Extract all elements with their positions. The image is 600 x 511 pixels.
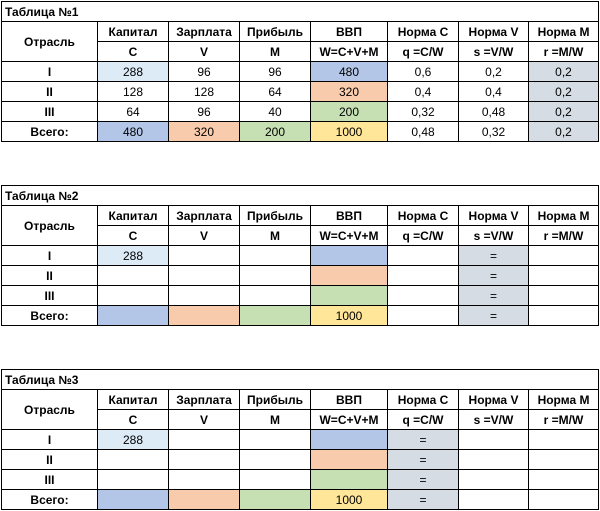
- cell-norma-m[interactable]: 0,2: [529, 122, 599, 142]
- subheader-w: W=C+V+M: [311, 410, 388, 430]
- subheader-m: M: [240, 226, 311, 246]
- table-row: [2, 470, 599, 490]
- cell-pribyl[interactable]: [240, 306, 311, 326]
- header-norma-v: Норма V: [459, 22, 529, 42]
- subheader-c: C: [98, 226, 169, 246]
- cell-norma-c[interactable]: [388, 286, 459, 306]
- cell-norma-m[interactable]: [529, 450, 599, 470]
- header-pribyl: Прибыль: [240, 206, 311, 226]
- cell-vvp[interactable]: [311, 266, 388, 286]
- header-otrasl: Отрасль: [2, 206, 98, 246]
- cell-norma-m[interactable]: [529, 286, 599, 306]
- subheader-v: V: [169, 42, 240, 62]
- cell-pribyl[interactable]: [240, 490, 311, 510]
- cell-pribyl[interactable]: [240, 430, 311, 450]
- cell-pribyl[interactable]: [240, 286, 311, 306]
- header-norma-c: Норма C: [388, 390, 459, 410]
- cell-norma-v[interactable]: =: [459, 306, 529, 326]
- cell-vvp[interactable]: [311, 246, 388, 266]
- subheader-s: s =V/W: [459, 410, 529, 430]
- cell-norma-m[interactable]: [529, 490, 599, 510]
- cell-kapital[interactable]: 288: [98, 430, 169, 450]
- table-1: [1, 1, 599, 142]
- subheader-r: r =M/W: [529, 226, 599, 246]
- cell-norma-c[interactable]: =: [388, 430, 459, 450]
- cell-kapital[interactable]: [98, 490, 169, 510]
- cell-norma-v[interactable]: [459, 450, 529, 470]
- table-total-row: [2, 490, 599, 510]
- cell-pribyl[interactable]: [240, 450, 311, 470]
- row-label: I: [2, 430, 98, 450]
- cell-norma-c[interactable]: =: [388, 490, 459, 510]
- cell-vvp[interactable]: 200: [311, 102, 388, 122]
- row-label: II: [2, 450, 98, 470]
- table-row: [2, 286, 599, 306]
- row-label-total: Всего:: [2, 306, 98, 326]
- row-label: III: [2, 102, 98, 122]
- subheader-m: M: [240, 410, 311, 430]
- table-row: [2, 62, 599, 82]
- cell-kapital[interactable]: 480: [98, 122, 169, 142]
- row-label: II: [2, 266, 98, 286]
- subheader-m: M: [240, 42, 311, 62]
- table-row: [2, 246, 599, 266]
- header-norma-m: Норма M: [529, 206, 599, 226]
- header-zarplata: Зарплата: [169, 22, 240, 42]
- cell-norma-c[interactable]: =: [388, 470, 459, 490]
- cell-norma-m[interactable]: [529, 306, 599, 326]
- cell-vvp[interactable]: [311, 450, 388, 470]
- row-label: III: [2, 470, 98, 490]
- cell-pribyl[interactable]: [240, 470, 311, 490]
- cell-vvp[interactable]: 1000: [311, 306, 388, 326]
- cell-norma-c[interactable]: 0,4: [388, 82, 459, 102]
- header-kapital: Капитал: [98, 22, 169, 42]
- table-total-row: [2, 306, 599, 326]
- row-label-total: Всего:: [2, 122, 98, 142]
- cell-kapital[interactable]: [98, 306, 169, 326]
- table-row: [2, 102, 599, 122]
- cell-norma-v[interactable]: [459, 490, 529, 510]
- subheader-c: C: [98, 42, 169, 62]
- cell-kapital[interactable]: 64: [98, 102, 169, 122]
- cell-norma-c[interactable]: 0,48: [388, 122, 459, 142]
- cell-norma-c[interactable]: =: [388, 450, 459, 470]
- header-norma-m: Норма M: [529, 22, 599, 42]
- row-label: I: [2, 62, 98, 82]
- cell-zarplata[interactable]: 320: [169, 122, 240, 142]
- table-title: Таблица №2: [2, 186, 599, 206]
- header-norma-m: Норма M: [529, 390, 599, 410]
- cell-vvp[interactable]: [311, 470, 388, 490]
- header-pribyl: Прибыль: [240, 22, 311, 42]
- cell-pribyl[interactable]: 200: [240, 122, 311, 142]
- cell-zarplata[interactable]: 128: [169, 82, 240, 102]
- row-label: II: [2, 82, 98, 102]
- cell-pribyl[interactable]: 40: [240, 102, 311, 122]
- cell-kapital[interactable]: 288: [98, 62, 169, 82]
- header-vvp: ВВП: [311, 22, 388, 42]
- cell-norma-c[interactable]: [388, 306, 459, 326]
- subheader-w: W=C+V+M: [311, 226, 388, 246]
- cell-zarplata[interactable]: [169, 306, 240, 326]
- cell-zarplata[interactable]: 96: [169, 102, 240, 122]
- cell-zarplata[interactable]: [169, 470, 240, 490]
- subheader-q: q =C/W: [388, 410, 459, 430]
- header-pribyl: Прибыль: [240, 390, 311, 410]
- cell-norma-c[interactable]: 0,32: [388, 102, 459, 122]
- cell-kapital[interactable]: [98, 470, 169, 490]
- cell-pribyl[interactable]: [240, 266, 311, 286]
- cell-zarplata[interactable]: [169, 246, 240, 266]
- table-2: [1, 185, 599, 326]
- header-vvp: ВВП: [311, 206, 388, 226]
- table-3: [1, 369, 599, 510]
- header-norma-v: Норма V: [459, 390, 529, 410]
- subheader-c: C: [98, 410, 169, 430]
- table-row: [2, 82, 599, 102]
- subheader-s: s =V/W: [459, 42, 529, 62]
- header-zarplata: Зарплата: [169, 206, 240, 226]
- subheader-r: r =M/W: [529, 410, 599, 430]
- row-label: I: [2, 246, 98, 266]
- header-norma-c: Норма C: [388, 22, 459, 42]
- cell-norma-c[interactable]: [388, 246, 459, 266]
- header-zarplata: Зарплата: [169, 390, 240, 410]
- cell-norma-m[interactable]: [529, 246, 599, 266]
- subheader-q: q =C/W: [388, 226, 459, 246]
- cell-norma-v[interactable]: =: [459, 266, 529, 286]
- cell-norma-v[interactable]: [459, 470, 529, 490]
- cell-norma-m[interactable]: 0,2: [529, 102, 599, 122]
- cell-zarplata[interactable]: [169, 286, 240, 306]
- cell-norma-c[interactable]: 0,6: [388, 62, 459, 82]
- cell-norma-v[interactable]: 0,2: [459, 62, 529, 82]
- row-label: III: [2, 286, 98, 306]
- cell-norma-m[interactable]: [529, 430, 599, 450]
- cell-kapital[interactable]: 128: [98, 82, 169, 102]
- cell-vvp[interactable]: 1000: [311, 122, 388, 142]
- cell-norma-c[interactable]: [388, 266, 459, 286]
- table-row: [2, 450, 599, 470]
- cell-norma-m[interactable]: 0,2: [529, 82, 599, 102]
- cell-vvp[interactable]: 480: [311, 62, 388, 82]
- cell-pribyl[interactable]: [240, 246, 311, 266]
- header-norma-c: Норма C: [388, 206, 459, 226]
- cell-vvp[interactable]: [311, 286, 388, 306]
- header-kapital: Капитал: [98, 206, 169, 226]
- cell-pribyl[interactable]: 64: [240, 82, 311, 102]
- cell-vvp[interactable]: [311, 430, 388, 450]
- header-kapital: Капитал: [98, 390, 169, 410]
- cell-norma-m[interactable]: [529, 470, 599, 490]
- cell-zarplata[interactable]: 96: [169, 62, 240, 82]
- cell-pribyl[interactable]: 96: [240, 62, 311, 82]
- subheader-w: W=C+V+M: [311, 42, 388, 62]
- cell-kapital[interactable]: [98, 266, 169, 286]
- row-label-total: Всего:: [2, 490, 98, 510]
- cell-norma-m[interactable]: 0,2: [529, 62, 599, 82]
- header-vvp: ВВП: [311, 390, 388, 410]
- cell-norma-v[interactable]: 0,32: [459, 122, 529, 142]
- table-row: [2, 266, 599, 286]
- subheader-v: V: [169, 410, 240, 430]
- table-row: [2, 430, 599, 450]
- table-total-row: [2, 122, 599, 142]
- header-norma-v: Норма V: [459, 206, 529, 226]
- subheader-r: r =M/W: [529, 42, 599, 62]
- cell-kapital[interactable]: [98, 450, 169, 470]
- cell-kapital[interactable]: [98, 286, 169, 306]
- cell-norma-v[interactable]: =: [459, 286, 529, 306]
- cell-vvp[interactable]: 320: [311, 82, 388, 102]
- cell-kapital[interactable]: 288: [98, 246, 169, 266]
- header-otrasl: Отрасль: [2, 390, 98, 430]
- subheader-v: V: [169, 226, 240, 246]
- table-title: Таблица №3: [2, 370, 599, 390]
- cell-norma-m[interactable]: [529, 266, 599, 286]
- cell-vvp[interactable]: 1000: [311, 490, 388, 510]
- cell-zarplata[interactable]: [169, 450, 240, 470]
- cell-zarplata[interactable]: [169, 430, 240, 450]
- header-otrasl: Отрасль: [2, 22, 98, 62]
- cell-norma-v[interactable]: [459, 430, 529, 450]
- cell-norma-v[interactable]: 0,4: [459, 82, 529, 102]
- subheader-q: q =C/W: [388, 42, 459, 62]
- subheader-s: s =V/W: [459, 226, 529, 246]
- cell-norma-v[interactable]: 0,48: [459, 102, 529, 122]
- cell-zarplata[interactable]: [169, 266, 240, 286]
- cell-norma-v[interactable]: =: [459, 246, 529, 266]
- table-title: Таблица №1: [2, 2, 599, 22]
- cell-zarplata[interactable]: [169, 490, 240, 510]
